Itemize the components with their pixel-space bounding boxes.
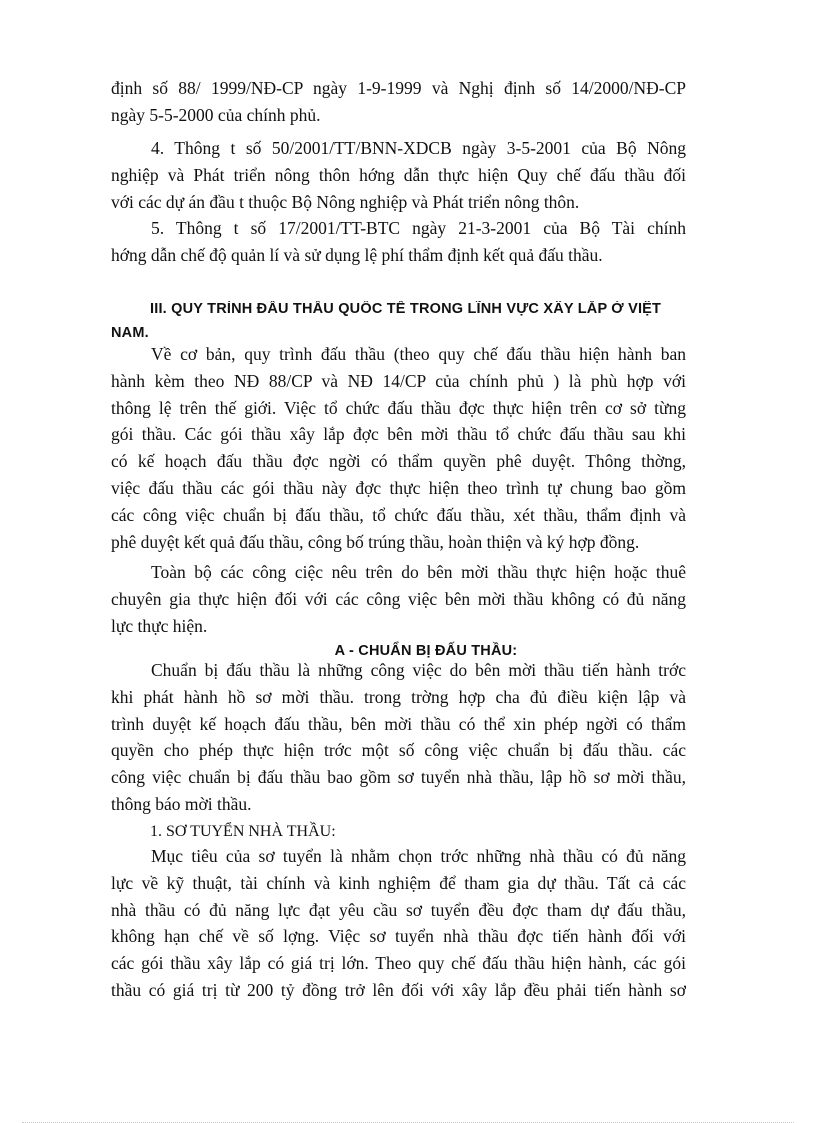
text-line: phê duyệt kết quả đấu thầu, công bố trúng thầu, hoàn thiện và ký hợp đồng.	[111, 531, 640, 552]
section-heading-iii-cont: NAM.	[111, 325, 149, 341]
text-line: với các dự án đầu t thuộc Bộ Nông nghiệp và Phát triển nông thôn.	[111, 191, 580, 212]
text-line: thông lệ trên thế giới. Việc tổ chức đấu thầu đợc thực hiện trên cơ sở từng	[111, 397, 686, 418]
paragraph-item-5	[111, 215, 686, 269]
text-line: gói thầu. Các gói thầu xây lắp đợc bên mời thầu tổ chức đấu thầu sau khi	[111, 424, 686, 445]
text-line: thông báo mời thầu.	[111, 793, 252, 814]
paragraph-1	[111, 843, 686, 1004]
text-line: các công việc chuẩn bị đấu thầu, tổ chức đấu thầu, xét thầu, thẩm định và	[111, 504, 686, 525]
paragraph-a	[111, 657, 686, 818]
paragraph-iii-1	[111, 341, 686, 555]
text-line: Mục tiêu của sơ tuyển là nhằm chọn trớc những nhà thầu có đủ năng	[151, 846, 686, 866]
section-heading-1: 1. SƠ TUYỂN NHÀ THẦU:	[150, 823, 336, 840]
text-line: định số 88/ 1999/NĐ-CP ngày 1-9-1999 và Nghị định số 14/2000/NĐ-CP	[111, 78, 686, 98]
text-line: Toàn bộ các công ciệc nêu trên do bên mời thầu thực hiện hoặc thuê	[151, 562, 686, 582]
text-line: không hạn chế về số lợng. Việc sơ tuyển nhà thầu đợc tiến hành đối với	[111, 926, 686, 947]
text-line: 4. Thông t số 50/2001/TT/BNN-XDCB ngày 3-5-2001 của Bộ Nông	[151, 138, 686, 158]
text-line: các gói thầu xây lắp có giá trị lớn. Theo quy chế đấu thầu hiện hành, các gói	[111, 953, 686, 974]
text-line: có kế hoạch đấu thầu đợc ngời có thẩm quyền phê duyệt. Thông thờng,	[111, 451, 686, 472]
text-line: nghiệp và Phát triển nông thôn hớng dẫn thực hiện Quy chế đấu thầu đối	[111, 164, 686, 185]
paragraph-item-4	[111, 135, 686, 215]
text-line: ngày 5-5-2000 của chính phủ.	[111, 104, 321, 125]
text-line: 5. Thông t số 17/2001/TT-BTC ngày 21-3-2001 của Bộ Tài chính	[151, 218, 686, 238]
text-line: chuyên gia thực hiện đối với các công việc bên mời thầu không có đủ năng	[111, 588, 686, 609]
text-line: thầu có giá trị từ 200 tỷ đồng trở lên đối với xây lắp đều phải tiến hành sơ	[111, 979, 686, 1000]
paragraph-iii-2	[111, 559, 686, 639]
text-line: lực về kỹ thuật, tài chính và kinh nghiệm để tham gia dự thầu. Tất cả các	[111, 872, 686, 893]
text-line: trình duyệt kế hoạch đấu thầu, bên mời thầu có thể xin phép ngời có thẩm	[111, 713, 686, 734]
text-line: nhà thầu có đủ năng lực đạt yêu cầu sơ tuyển đều đợc tham dự đấu thầu,	[111, 899, 686, 920]
section-heading-iii: III. QUY TRÌNH ĐẤU THẦU QUỐC TẾ TRONG LĨNH VỰC XÂY LẮP Ở VIỆT	[150, 301, 662, 317]
text-line: việc đấu thầu các gói thầu này đợc thực hiện theo trình tự chung bao gồm	[111, 477, 686, 498]
section-heading-a: A - CHUẨN BỊ ĐẤU THẦU:	[334, 643, 518, 659]
text-line: công việc chuẩn bị đấu thầu bao gồm sơ tuyển nhà thầu, lập hồ sơ mời thầu,	[111, 767, 686, 788]
text-line: Chuẩn bị đấu thầu là những công việc do bên mời thầu tiến hành trớc	[151, 660, 686, 680]
text-line: Về cơ bản, quy trình đấu thầu (theo quy chế đấu thầu hiện hành ban	[151, 344, 686, 364]
text-line: khi phát hành hồ sơ mời thầu. trong trờng hợp cha đủ điều kiện lập và	[111, 686, 686, 707]
text-line: hành kèm theo NĐ 88/CP và NĐ 14/CP của chính phủ ) là phù hợp với	[111, 370, 686, 391]
text-line: lực thực hiện.	[111, 615, 208, 636]
text-line: hớng dẫn chế độ quản lí và sử dụng lệ phí thẩm định kết quả đấu thầu.	[111, 244, 603, 265]
paragraph-intro	[111, 75, 686, 129]
text-line: quyền cho phép thực hiện trớc một số công việc chuẩn bị đấu thầu. các	[111, 740, 686, 761]
